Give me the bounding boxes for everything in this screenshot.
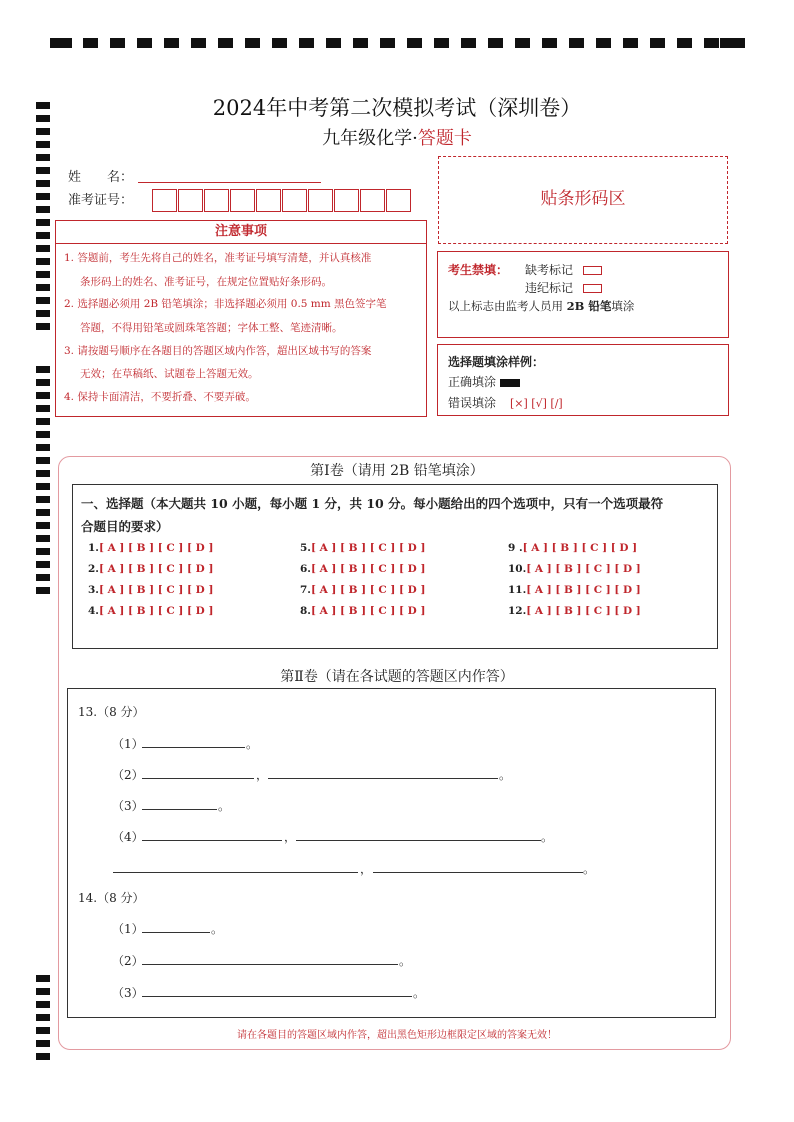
choice-question-7[interactable]	[300, 584, 425, 596]
prohibit-box	[437, 251, 729, 338]
timing-mark	[407, 38, 422, 48]
choice-options-abcd[interactable]: [ A ] [ B ] [ C ] [ D ]	[310, 542, 426, 554]
timing-mark	[720, 38, 745, 48]
violation-checkbox[interactable]	[583, 284, 602, 293]
id-label: 准考证号：	[68, 193, 134, 208]
sample-wrong-label: 错误填涂	[448, 396, 497, 410]
prohibit-note	[448, 298, 634, 314]
notice-line: 4. 保持卡面清洁，不要折叠、不要弄破。	[64, 391, 256, 403]
footer-note: 请在各题目的答题区域内作答，超出黑色矩形边框限定区域的答案无效！	[237, 1030, 557, 1041]
notice-title: 注意事项	[55, 220, 427, 244]
q14-title: 14.（8 分）	[78, 891, 145, 905]
choice-question-5[interactable]	[300, 542, 425, 554]
timing-mark	[461, 38, 476, 48]
notice-line: 3. 请按题号顺序在各题目的答题区域内作答，超出区域书写的答案	[64, 345, 372, 357]
timing-mark	[36, 431, 50, 438]
timing-mark	[36, 1014, 50, 1021]
timing-mark	[488, 38, 503, 48]
timing-mark	[36, 444, 50, 451]
timing-mark	[36, 1053, 50, 1060]
choice-options-abcd[interactable]: [ A ] [ B ] [ C ] [ D ]	[310, 605, 426, 617]
timing-mark	[36, 522, 50, 529]
timing-mark	[36, 271, 50, 278]
choice-options-abcd[interactable]: [ A ] [ B ] [ C ] [ D ]	[310, 584, 426, 596]
timing-mark	[36, 206, 50, 213]
timing-mark	[515, 38, 530, 48]
timing-mark	[36, 297, 50, 304]
name-label: 姓 名：	[68, 170, 134, 185]
notice-line: 1. 答题前，考生先将自己的姓名，准考证号填写清楚，并认真核准	[64, 252, 372, 264]
absent-mark	[525, 261, 602, 278]
timing-mark	[36, 496, 50, 503]
timing-mark	[36, 405, 50, 412]
timing-mark	[36, 392, 50, 399]
notice-line: 条形码上的姓名、准考证号，在规定位置贴好条形码。	[80, 276, 332, 288]
choice-question-4[interactable]	[88, 605, 213, 617]
timing-mark	[542, 38, 557, 48]
choice-question-1[interactable]	[88, 542, 213, 554]
timing-mark	[36, 310, 50, 317]
timing-mark	[36, 232, 50, 239]
q14-part3-label: （3）	[112, 986, 144, 1000]
choice-options-abcd[interactable]: [ A ] [ B ] [ C ] [ D ]	[98, 584, 214, 596]
absent-checkbox[interactable]	[583, 266, 602, 275]
choice-number: 12.	[508, 605, 527, 617]
sample-correct-label: 正确填涂	[448, 375, 497, 389]
id-digit-box[interactable]	[360, 189, 385, 212]
timing-mark	[36, 193, 50, 200]
q14-part2-answer[interactable]	[142, 964, 398, 965]
q13-part1-label: （1）	[112, 737, 144, 751]
sample-title: 选择题填涂样例：	[448, 355, 545, 369]
timing-mark	[36, 180, 50, 187]
timing-mark	[36, 975, 50, 982]
id-digit-box[interactable]	[282, 189, 307, 212]
choice-number: 3.	[88, 584, 99, 596]
barcode-area: 贴条形码区	[438, 156, 728, 244]
open-question-box	[67, 688, 716, 1018]
timing-mark	[36, 988, 50, 995]
choice-number: 8.	[300, 605, 311, 617]
choice-question-10[interactable]	[508, 563, 641, 575]
timing-mark	[380, 38, 395, 48]
timing-mark	[36, 245, 50, 252]
id-digit-box[interactable]	[152, 189, 177, 212]
choice-question-9[interactable]	[508, 542, 637, 554]
choice-question-2[interactable]	[88, 563, 213, 575]
timing-mark	[704, 38, 719, 48]
id-digit-box[interactable]	[308, 189, 333, 212]
notice-line: 无效；在草稿纸、试题卷上答题无效。	[80, 368, 259, 380]
q13-part4-answer-b[interactable]	[296, 840, 541, 841]
timing-mark	[272, 38, 287, 48]
timing-mark	[110, 38, 125, 48]
id-digit-box[interactable]	[178, 189, 203, 212]
timing-mark	[650, 38, 665, 48]
violation-label: 违纪标记	[525, 281, 574, 295]
q13-title: 13.（8 分）	[78, 705, 145, 719]
page-subtitle	[0, 124, 794, 150]
id-digit-box[interactable]	[230, 189, 255, 212]
page-title: 2024年中考第二次模拟考试（深圳卷）	[212, 96, 582, 120]
absent-label: 缺考标记	[525, 263, 574, 277]
id-digit-box[interactable]	[204, 189, 229, 212]
choice-number: 7.	[300, 584, 311, 596]
period: 。	[246, 737, 259, 751]
timing-mark	[36, 574, 50, 581]
choice-options-abcd[interactable]: [ A ] [ B ] [ C ] [ D ]	[98, 542, 214, 554]
choice-question-8[interactable]	[300, 605, 425, 617]
timing-mark	[299, 38, 314, 48]
choice-number: 1.	[88, 542, 99, 554]
timing-mark	[36, 366, 50, 373]
q13-part2-label: （2）	[112, 768, 144, 782]
prohibit-note-prefix: 以上标志由监考人员用	[448, 299, 567, 313]
choice-number: 10.	[508, 563, 527, 575]
period: 。	[211, 922, 224, 936]
choice-question-3[interactable]	[88, 584, 213, 596]
timing-mark	[36, 1001, 50, 1008]
q13-part2-answer-b[interactable]	[268, 778, 498, 779]
timing-mark	[36, 154, 50, 161]
timing-mark	[36, 418, 50, 425]
timing-mark	[83, 38, 98, 48]
timing-mark	[36, 379, 50, 386]
timing-mark	[191, 38, 206, 48]
period: 。	[413, 986, 426, 1000]
period: 。	[218, 799, 231, 813]
timing-mark	[36, 561, 50, 568]
filled-mark-icon	[500, 379, 520, 387]
timing-mark	[36, 1040, 50, 1047]
q13-part3-answer[interactable]	[142, 809, 217, 810]
timing-mark	[36, 535, 50, 542]
timing-mark	[164, 38, 179, 48]
choice-options-abcd[interactable]: [ A ] [ B ] [ C ] [ D ]	[98, 605, 214, 617]
timing-mark	[326, 38, 341, 48]
timing-mark	[677, 38, 692, 48]
choice-number: 6.	[300, 563, 311, 575]
wrong-marks: [×] [√] [/]	[510, 397, 563, 410]
period: 。	[499, 768, 512, 782]
comma: ，	[284, 830, 297, 844]
choice-question-11[interactable]	[508, 584, 641, 596]
notice-line: 2. 选择题必须用 2B 铅笔填涂；非选择题必须用 0.5 mm 黑色签字笔	[64, 298, 387, 310]
comma: ，	[360, 862, 373, 876]
prohibit-note-bold: 2B 铅笔	[566, 299, 612, 313]
choice-options-abcd[interactable]: [ A ] [ B ] [ C ] [ D ]	[526, 563, 641, 575]
choice-number: 11.	[508, 584, 527, 596]
choice-options-abcd[interactable]: [ A ] [ B ] [ C ] [ D ]	[526, 605, 641, 617]
timing-mark	[353, 38, 368, 48]
id-digit-box[interactable]	[386, 189, 411, 212]
choice-question-6[interactable]	[300, 563, 425, 575]
choice-instruction-line2: 合题目的要求）	[81, 519, 169, 534]
choice-options-abcd[interactable]: [ A ] [ B ] [ C ] [ D ]	[310, 563, 426, 575]
timing-mark	[36, 167, 50, 174]
timing-mark	[218, 38, 233, 48]
timing-mark	[36, 284, 50, 291]
q13-part2-answer-a[interactable]	[142, 778, 254, 779]
period: 。	[399, 954, 412, 968]
timing-mark	[623, 38, 638, 48]
violation-mark	[525, 279, 602, 296]
subtitle-red: 答题卡	[417, 128, 472, 149]
timing-mark	[36, 509, 50, 516]
timing-mark	[50, 38, 72, 48]
q13-part3-label: （3）	[112, 799, 144, 813]
timing-mark	[137, 38, 152, 48]
name-field[interactable]	[138, 182, 321, 183]
comma: ，	[256, 768, 269, 782]
timing-mark	[596, 38, 611, 48]
q14-part1-answer[interactable]	[142, 932, 210, 933]
id-digit-box[interactable]	[334, 189, 359, 212]
part1-title: 第Ⅰ卷（请用 2B 铅笔填涂）	[310, 463, 484, 479]
timing-mark	[36, 323, 50, 330]
q13-part4-answer-d[interactable]	[373, 872, 583, 873]
q13-part1-answer[interactable]	[142, 747, 245, 748]
subtitle-main: 九年级化学·	[322, 128, 418, 149]
choice-options-abcd[interactable]: [ A ] [ B ] [ C ] [ D ]	[526, 584, 641, 596]
timing-mark	[36, 587, 50, 594]
timing-mark	[569, 38, 584, 48]
period: 。	[583, 862, 596, 876]
period: 。	[541, 830, 554, 844]
q14-part2-label: （2）	[112, 954, 144, 968]
q13-part4-label: （4）	[112, 830, 144, 844]
id-digit-box[interactable]	[256, 189, 281, 212]
prohibit-note-suffix: 填涂	[611, 299, 635, 313]
choice-options-abcd[interactable]: [ A ] [ B ] [ C ] [ D ]	[98, 563, 214, 575]
timing-mark	[36, 258, 50, 265]
timing-marks-top	[50, 38, 745, 50]
prohibit-label: 考生禁填：	[448, 263, 509, 277]
choice-number: 2.	[88, 563, 99, 575]
timing-mark	[36, 548, 50, 555]
sample-box	[437, 344, 729, 416]
q14-part3-answer[interactable]	[142, 996, 412, 997]
q13-part4-answer-c[interactable]	[113, 872, 358, 873]
choice-number: 5.	[300, 542, 311, 554]
part2-title: 第Ⅱ卷（请在各试题的答题区内作答）	[280, 669, 514, 685]
timing-mark	[434, 38, 449, 48]
choice-options-abcd[interactable]: [ A ] [ B ] [ C ] [ D ]	[522, 542, 638, 554]
choice-instruction-line1: 一、选择题（本大题共 10 小题，每小题 1 分，共 10 分。每小题给出的四个选项中，只有一个选项最符	[81, 496, 664, 511]
notice-body	[55, 243, 427, 417]
notice-line: 答题，不得用铅笔或圆珠笔答题；字体工整、笔迹清晰。	[80, 322, 343, 334]
choice-number: 4.	[88, 605, 99, 617]
choice-number: 9 .	[508, 542, 523, 554]
q14-part1-label: （1）	[112, 922, 144, 936]
sample-wrong	[448, 394, 563, 411]
timing-mark	[245, 38, 260, 48]
choice-question-12[interactable]	[508, 605, 641, 617]
sample-correct	[448, 373, 520, 390]
q13-part4-answer-a[interactable]	[142, 840, 282, 841]
timing-mark	[36, 483, 50, 490]
timing-mark	[36, 219, 50, 226]
